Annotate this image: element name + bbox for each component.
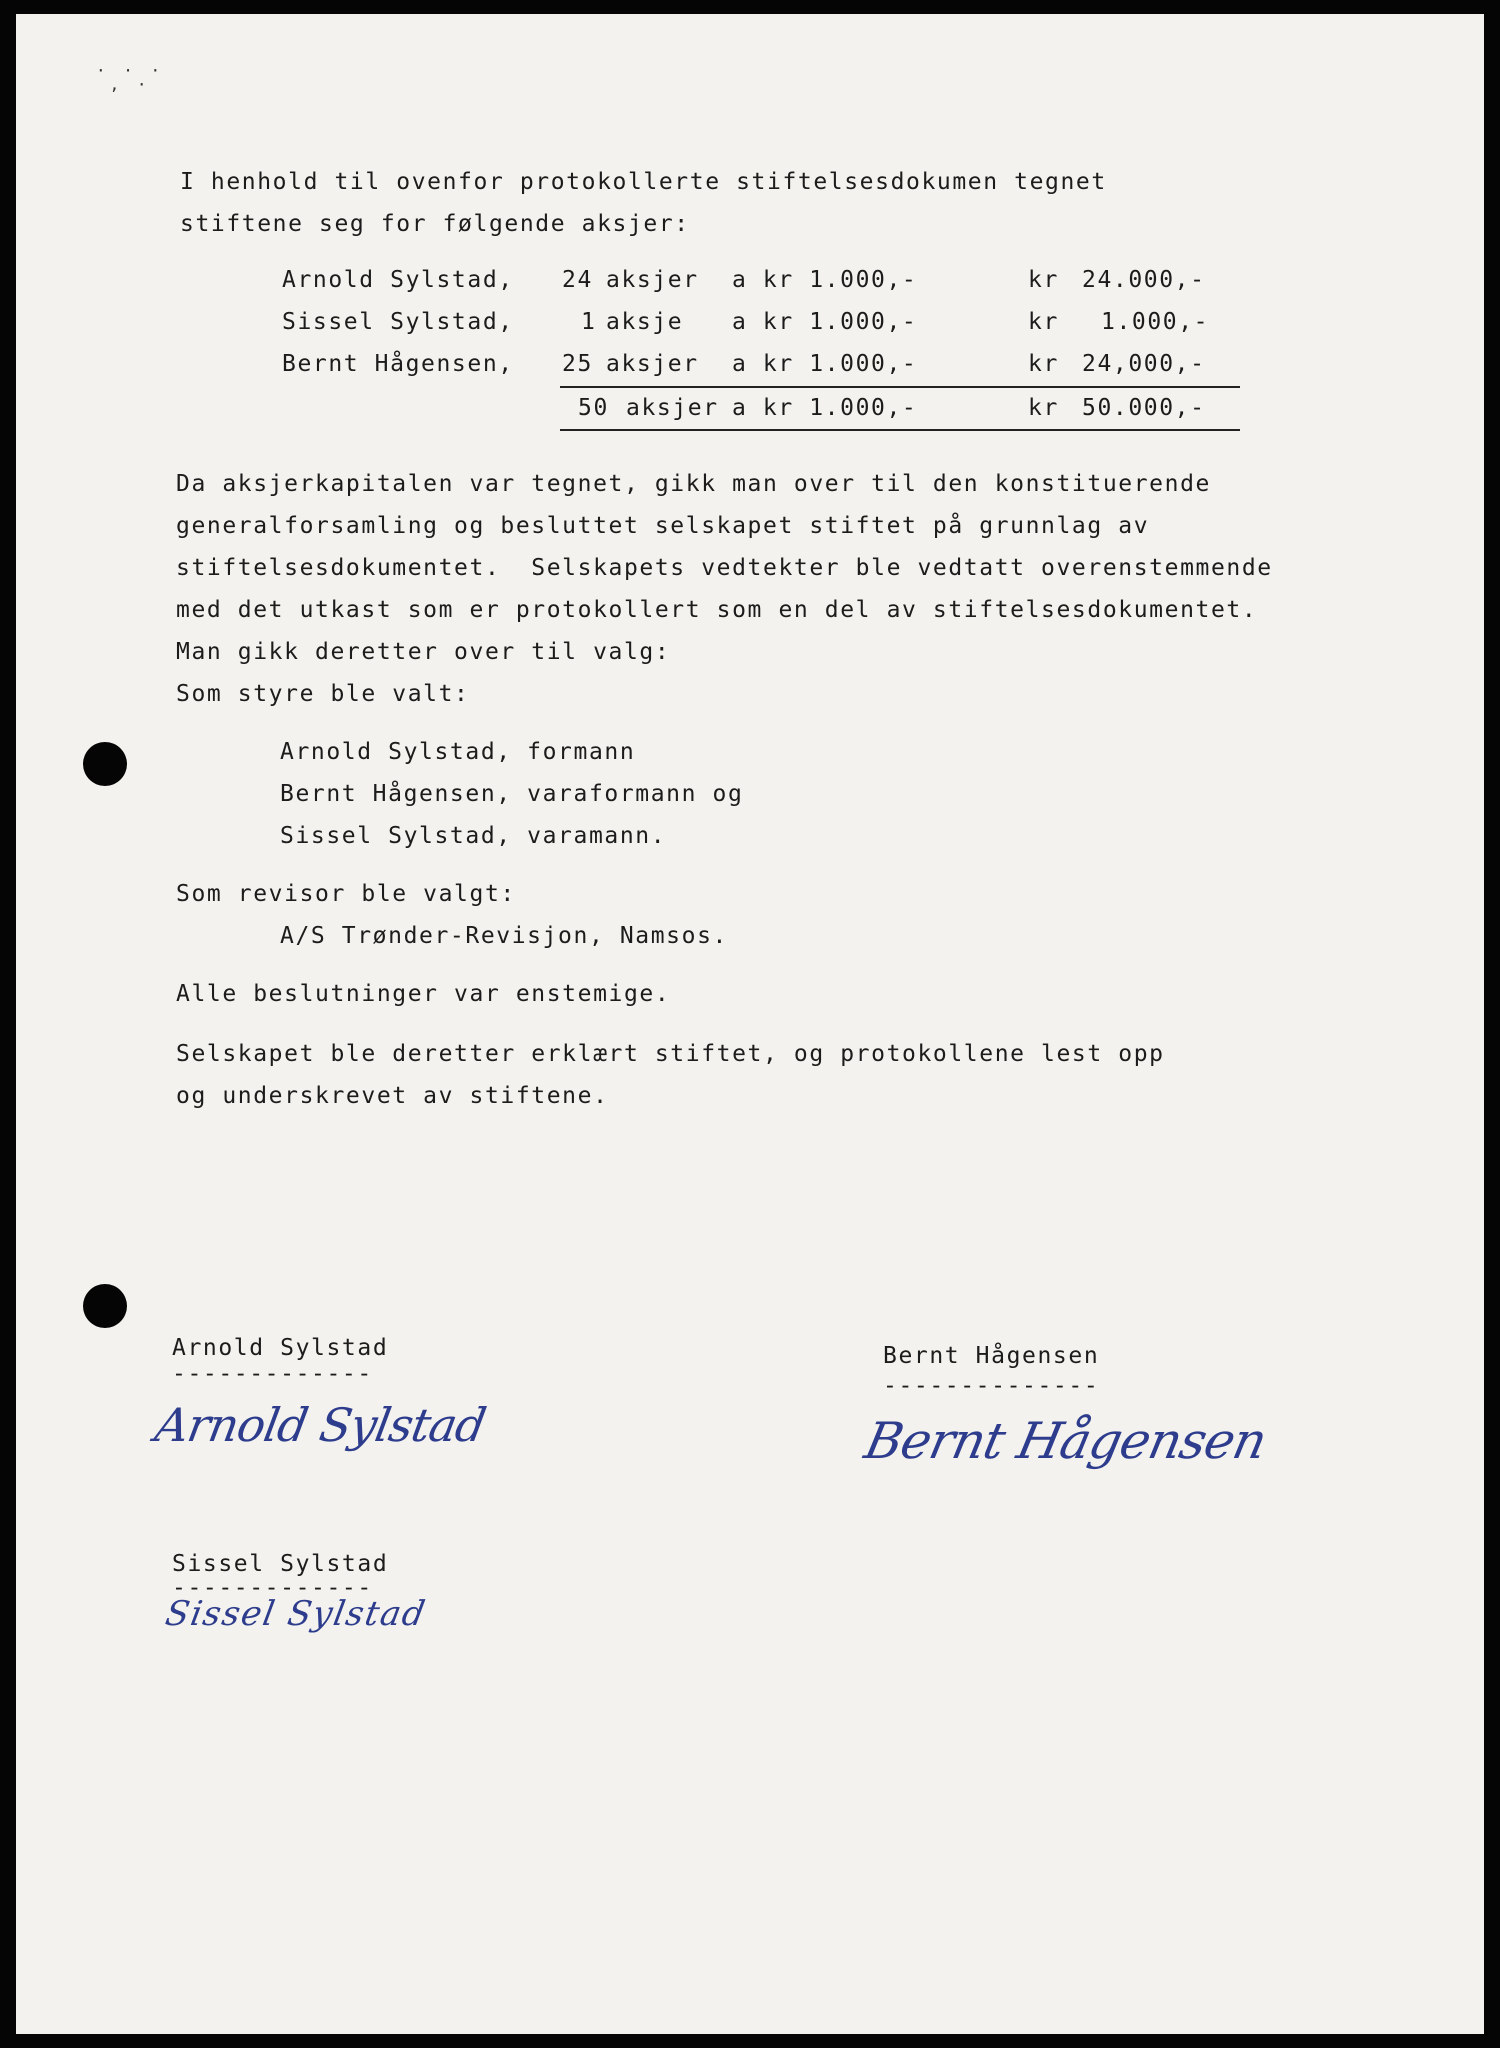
punch-hole-top	[83, 742, 127, 786]
document-page	[16, 14, 1484, 2034]
shareholder-name: Sissel Sylstad,	[282, 309, 514, 335]
auditor-label: Som revisor ble valgt:	[176, 881, 516, 907]
signature-line: --------------	[883, 1373, 1100, 1399]
share-total: 24.000,-	[1082, 267, 1206, 293]
share-count: 24	[562, 267, 593, 293]
total-count: 50	[578, 395, 609, 421]
shareholder-name: Bernt Hågensen,	[282, 351, 514, 377]
signature-line: -------------	[172, 1575, 373, 1601]
body-line-1: Da aksjerkapitalen var tegnet, gikk man over til den konstituerende	[176, 471, 1211, 497]
board-member-2: Bernt Hågensen, varaformann og	[280, 781, 744, 807]
share-total: 24,000,-	[1082, 351, 1206, 377]
body-line-5: Man gikk deretter over til valg:	[176, 639, 671, 665]
share-price: a kr 1.000,-	[732, 309, 918, 335]
body-line-4: med det utkast som er protokollert som en del av stiftelsesdokumentet.	[176, 597, 1258, 623]
shareholder-name: Arnold Sylstad,	[282, 267, 514, 293]
share-unit: aksje	[606, 309, 684, 335]
share-count: 1	[581, 309, 597, 335]
share-currency: kr	[1028, 267, 1059, 293]
intro-line-2: stiftene seg for følgende aksjer:	[180, 211, 690, 237]
total-underline	[560, 429, 1240, 431]
share-unit: aksjer	[606, 267, 699, 293]
closing-line-2: og underskrevet av stiftene.	[176, 1083, 609, 1109]
signatory-name: Bernt Hågensen	[883, 1343, 1100, 1369]
board-member-3: Sissel Sylstad, varamann.	[280, 823, 667, 849]
share-currency: kr	[1028, 351, 1059, 377]
total-unit: aksjer	[626, 395, 719, 421]
subtotal-underline	[560, 386, 1240, 388]
share-count: 25	[562, 351, 593, 377]
unanimous-line: Alle beslutninger var enstemige.	[176, 981, 671, 1007]
scan-specks: · · · , ·	[96, 61, 165, 94]
signatory-name: Sissel Sylstad	[172, 1551, 389, 1577]
punch-hole-bottom	[83, 1284, 127, 1328]
auditor-name: A/S Trønder-Revisjon, Namsos.	[280, 923, 728, 949]
handwritten-signature: Arnold Sylstad	[151, 1398, 490, 1452]
body-line-3: stiftelsesdokumentet. Selskapets vedtekter ble vedtatt overenstemmende	[176, 555, 1273, 581]
share-price: a kr 1.000,-	[732, 351, 918, 377]
handwritten-signature: Bernt Hågensen	[859, 1412, 1272, 1470]
total-price: a kr 1.000,-	[732, 395, 918, 421]
share-total: 1.000,-	[1101, 309, 1210, 335]
share-unit: aksjer	[606, 351, 699, 377]
body-line-2: generalforsamling og besluttet selskapet stiftet på grunnlag av	[176, 513, 1150, 539]
body-line-6: Som styre ble valt:	[176, 681, 470, 707]
share-price: a kr 1.000,-	[732, 267, 918, 293]
intro-line-1: I henhold til ovenfor protokollerte stiftelsesdokumen tegnet	[180, 169, 1107, 195]
share-currency: kr	[1028, 309, 1059, 335]
total-amount: 50.000,-	[1082, 395, 1206, 421]
handwritten-signature: Sissel Sylstad	[162, 1594, 430, 1634]
signatory-name: Arnold Sylstad	[172, 1335, 389, 1361]
signature-line: -------------	[172, 1361, 373, 1387]
total-currency: kr	[1028, 395, 1059, 421]
board-member-1: Arnold Sylstad, formann	[280, 739, 636, 765]
closing-line-1: Selskapet ble deretter erklært stiftet, og protokollene lest opp	[176, 1041, 1165, 1067]
